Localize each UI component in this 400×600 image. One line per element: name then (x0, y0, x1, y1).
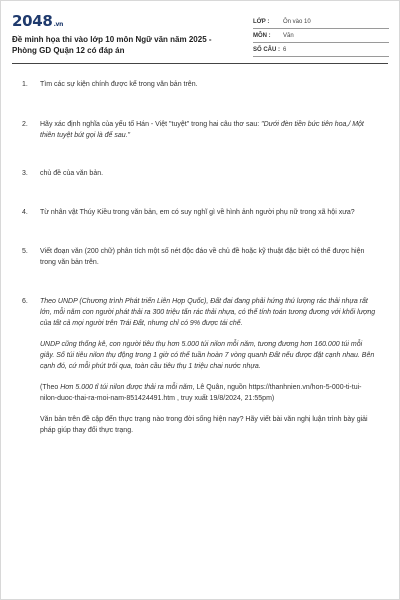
essay-task: Văn bản trên đề cập đến thực trạng nào trong đời sống hiện nay? Hãy viết bài văn nghị luận trình bày giải pháp giúp thay đổi thực trạng. (40, 416, 368, 434)
question-1 (1, 79, 400, 90)
question-number: 3. (22, 170, 28, 177)
question-text: Tìm các sự kiện chính được kể trong văn bản trên. (40, 81, 198, 88)
header (1, 1, 399, 61)
question-5 (1, 246, 400, 268)
question-text (40, 119, 378, 141)
passage-source (40, 382, 378, 404)
question-number: 5. (22, 248, 28, 255)
question-list (1, 79, 400, 436)
info-label: SỐ CÂU : (253, 43, 283, 57)
info-value: Ôn vào 10 (283, 15, 389, 29)
question-4 (1, 207, 400, 218)
info-label: LỚP : (253, 15, 283, 29)
header-divider (12, 63, 388, 64)
exam-title: Đề minh họa thi vào lớp 10 môn Ngữ văn năm 2025 - Phòng GD Quận 12 có đáp án (12, 35, 212, 55)
source-prefix: (Theo (40, 384, 61, 391)
passage-paragraph: UNDP cũng thống kê, con người tiêu thụ hơn 5.000 túi nilon mỗi năm, tương đương hơn 160.000 túi mỗi giây. Số túi tiêu nilon thụ động trong 1 giờ có thể tuần hoàn 7 vòng quanh Đất nếu được đặt cạnh nhau. Bên cạnh đó, cứ mỗi phút trôi qua, toàn cầu tiêu thụ 1 triệu chai nước nhựa. (40, 341, 375, 370)
info-row-class (253, 15, 389, 29)
question-number: 1. (22, 81, 28, 88)
question-prompt: Hãy xác định nghĩa của yếu tố Hán - Việt "tuyệt" trong hai câu thơ sau: (40, 121, 262, 128)
question-number: 6. (22, 298, 28, 305)
source-details: , Lê Quân, nguồn https://thanhnien.vn/hon-5-000-ti-tui-nilon-duoc-thai-ra-moi-nam-851424491.htm , truy xuất 19/8/2024, 21:55pm) (40, 384, 362, 402)
info-label: MÔN : (253, 29, 283, 43)
passage-paragraph: Theo UNDP (Chương trình Phát triển Liên Hợp Quốc), Đất đai đang phải hứng thú lượng rác thải nhựa rất lớn, mỗi năm con người phát thải ra 300 triệu tấn rác thải nhựa, có thể tính toán tương đương với khối lượng của tất cả mọi người trên Trái Đất, nhưng chỉ có 9% được tái chế. (40, 298, 376, 327)
site-logo[interactable] (12, 12, 63, 30)
logo-suffix: .vn (53, 21, 64, 28)
question-text: Từ nhân vật Thúy Kiều trong văn bản, em có suy nghĩ gì về hình ảnh người phụ nữ trong xã hội xưa? (40, 209, 355, 216)
info-value: Văn (283, 29, 389, 43)
logo-text: 2048 (12, 12, 53, 30)
question-3 (1, 168, 400, 179)
question-text: chủ đề của văn bản. (40, 170, 104, 177)
question-text: Viết đoạn văn (200 chữ) phân tích một số nét độc đáo về chủ đề hoặc kỹ thuật đặc biệt có thể được hiện trong văn bản trên. (40, 248, 365, 266)
question-2 (1, 119, 400, 141)
question-number: 2. (22, 121, 28, 128)
question-number: 4. (22, 209, 28, 216)
source-title: Hơn 5.000 tỉ túi nilon được thải ra mỗi năm (60, 384, 193, 391)
info-row-count (253, 43, 389, 57)
info-value: 6 (283, 43, 389, 57)
question-6 (1, 296, 400, 436)
question-body (40, 296, 378, 436)
exam-info-table (253, 15, 389, 57)
poem-quote: "Dưới đèn tiền bức tiên hoa,/ Một thiên tuyệt bút gọi là để sau." (40, 121, 364, 139)
info-row-subject (253, 29, 389, 43)
